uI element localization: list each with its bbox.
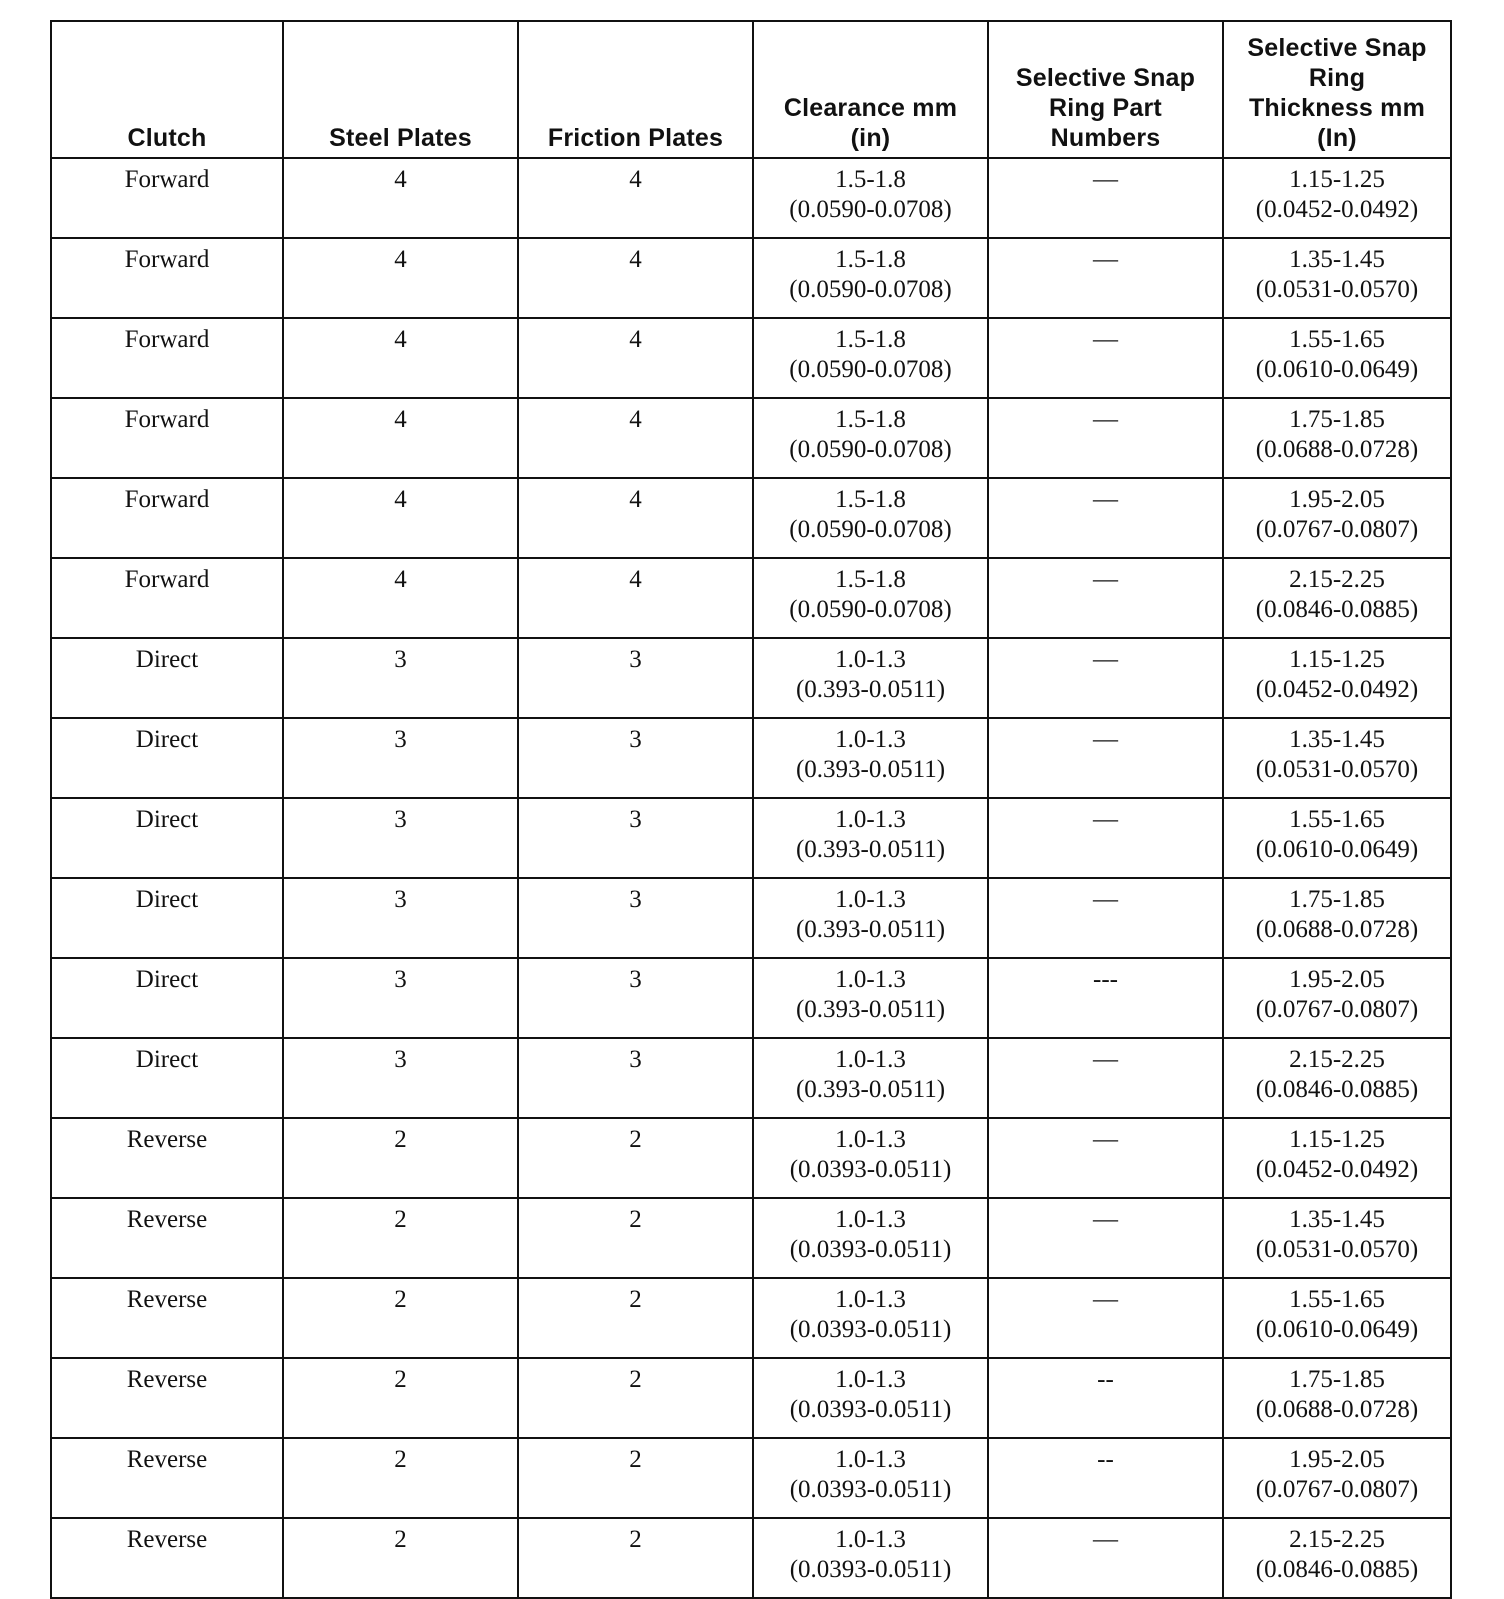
- cell-snap-ring-thickness-text: 1.75-1.85: [1289, 406, 1385, 433]
- table-row: [51, 798, 1451, 878]
- cell-snap-ring-part-number: [988, 558, 1223, 638]
- cell-snap-ring-part-number-text: —: [1093, 726, 1118, 753]
- cell-friction-plates-text: 4: [629, 326, 642, 353]
- cell-friction-plates: [518, 478, 753, 558]
- cell-clutch-text: Reverse: [126, 1126, 208, 1153]
- cell-snap-ring-thickness-text: (0.0531-0.0570): [1255, 276, 1419, 303]
- header-steel-plates: Steel Plates: [283, 21, 518, 158]
- cell-steel-plates: [283, 878, 518, 958]
- table-row: [51, 718, 1451, 798]
- header-snap-ring-thickness: Selective Snap Ring Thickness mm (In): [1223, 21, 1451, 158]
- cell-steel-plates: [283, 1278, 518, 1358]
- cell-friction-plates: [518, 1518, 753, 1598]
- cell-snap-ring-part-number-text: —: [1093, 806, 1118, 833]
- cell-steel-plates: [283, 1118, 518, 1198]
- cell-clutch: [51, 1438, 283, 1518]
- cell-snap-ring-part-number-text: —: [1093, 166, 1118, 193]
- cell-clearance: [753, 1118, 988, 1198]
- cell-clutch: [51, 478, 283, 558]
- cell-steel-plates-text: 3: [394, 966, 407, 993]
- clutch-spec-table: [50, 20, 1452, 1599]
- cell-snap-ring-thickness: [1223, 798, 1451, 878]
- cell-clearance: [753, 158, 988, 238]
- cell-clutch-text: Forward: [124, 486, 210, 513]
- cell-snap-ring-part-number: [988, 1038, 1223, 1118]
- cell-clearance-text: (0.0393-0.0511): [789, 1476, 952, 1503]
- cell-clearance-text: (0.393-0.0511): [795, 916, 946, 943]
- cell-clearance-text: (0.0590-0.0708): [789, 596, 952, 623]
- cell-clutch-text: Direct: [135, 1046, 199, 1073]
- cell-friction-plates: [518, 398, 753, 478]
- cell-snap-ring-part-number-text: —: [1093, 886, 1118, 913]
- table-row: [51, 158, 1451, 238]
- cell-friction-plates: [518, 238, 753, 318]
- cell-clearance: [753, 558, 988, 638]
- cell-clearance-text: (0.0393-0.0511): [789, 1556, 952, 1583]
- cell-snap-ring-thickness: [1223, 1438, 1451, 1518]
- cell-clutch-text: Direct: [135, 966, 199, 993]
- cell-friction-plates-text: 2: [629, 1126, 642, 1153]
- cell-steel-plates-text: 4: [394, 326, 407, 353]
- cell-snap-ring-part-number: [988, 398, 1223, 478]
- table-row: [51, 398, 1451, 478]
- cell-snap-ring-part-number: [988, 1278, 1223, 1358]
- cell-clutch: [51, 638, 283, 718]
- cell-clutch: [51, 1358, 283, 1438]
- cell-clutch: [51, 958, 283, 1038]
- cell-snap-ring-thickness-text: (0.0452-0.0492): [1255, 676, 1419, 703]
- cell-clutch-text: Forward: [124, 326, 210, 353]
- cell-snap-ring-thickness: [1223, 238, 1451, 318]
- table-row: [51, 1278, 1451, 1358]
- cell-steel-plates-text: 2: [394, 1526, 407, 1553]
- cell-friction-plates: [518, 1438, 753, 1518]
- table-row: [51, 1518, 1451, 1598]
- header-row: [51, 21, 1451, 158]
- cell-snap-ring-thickness: [1223, 398, 1451, 478]
- cell-clearance: [753, 1198, 988, 1278]
- cell-steel-plates: [283, 798, 518, 878]
- cell-friction-plates-text: 3: [629, 646, 642, 673]
- cell-clearance-text: 1.0-1.3: [835, 1286, 906, 1313]
- cell-snap-ring-thickness-text: (0.0531-0.0570): [1255, 756, 1419, 783]
- table-body: [51, 158, 1451, 1598]
- cell-snap-ring-thickness: [1223, 1278, 1451, 1358]
- cell-snap-ring-thickness-text: (0.0688-0.0728): [1255, 436, 1419, 463]
- cell-steel-plates-text: 2: [394, 1446, 407, 1473]
- cell-snap-ring-part-number-text: --: [1097, 1366, 1114, 1393]
- cell-steel-plates-text: 2: [394, 1206, 407, 1233]
- cell-clearance: [753, 1438, 988, 1518]
- cell-clearance: [753, 718, 988, 798]
- cell-snap-ring-thickness-text: (0.0452-0.0492): [1255, 1156, 1419, 1183]
- cell-snap-ring-part-number: [988, 1358, 1223, 1438]
- cell-snap-ring-part-number-text: —: [1093, 486, 1118, 513]
- cell-clearance-text: (0.393-0.0511): [795, 836, 946, 863]
- cell-snap-ring-thickness-text: 1.15-1.25: [1289, 1126, 1385, 1153]
- cell-clearance-text: 1.5-1.8: [835, 326, 906, 353]
- cell-friction-plates-text: 4: [629, 246, 642, 273]
- clutch-spec-table-container: [50, 20, 1450, 1599]
- cell-clearance-text: 1.5-1.8: [835, 246, 906, 273]
- cell-clearance-text: 1.0-1.3: [835, 806, 906, 833]
- cell-snap-ring-thickness: [1223, 318, 1451, 398]
- cell-friction-plates-text: 4: [629, 166, 642, 193]
- cell-clearance-text: (0.0393-0.0511): [789, 1316, 952, 1343]
- cell-snap-ring-part-number: [988, 1198, 1223, 1278]
- cell-clutch-text: Direct: [135, 726, 199, 753]
- cell-steel-plates-text: 4: [394, 166, 407, 193]
- cell-clearance-text: 1.0-1.3: [835, 1046, 906, 1073]
- cell-clearance: [753, 478, 988, 558]
- cell-snap-ring-thickness: [1223, 158, 1451, 238]
- cell-friction-plates-text: 3: [629, 886, 642, 913]
- cell-clearance-text: 1.0-1.3: [835, 1446, 906, 1473]
- cell-clearance-text: 1.0-1.3: [835, 1126, 906, 1153]
- cell-clearance-text: 1.0-1.3: [835, 1206, 906, 1233]
- cell-clutch: [51, 1118, 283, 1198]
- cell-clearance-text: (0.393-0.0511): [795, 676, 946, 703]
- cell-snap-ring-part-number: [988, 958, 1223, 1038]
- cell-clearance: [753, 878, 988, 958]
- cell-clutch: [51, 1038, 283, 1118]
- cell-friction-plates-text: 3: [629, 966, 642, 993]
- cell-clearance-text: (0.0590-0.0708): [789, 196, 952, 223]
- cell-snap-ring-thickness: [1223, 478, 1451, 558]
- cell-clutch: [51, 158, 283, 238]
- cell-snap-ring-thickness-text: (0.0610-0.0649): [1255, 836, 1419, 863]
- table-row: [51, 1038, 1451, 1118]
- cell-snap-ring-part-number: [988, 1118, 1223, 1198]
- cell-clutch-text: Forward: [124, 406, 210, 433]
- cell-clutch: [51, 238, 283, 318]
- cell-snap-ring-part-number: [988, 878, 1223, 958]
- table-row: [51, 238, 1451, 318]
- cell-friction-plates: [518, 1278, 753, 1358]
- cell-clutch: [51, 878, 283, 958]
- cell-snap-ring-part-number-text: —: [1093, 1126, 1118, 1153]
- cell-snap-ring-thickness-text: (0.0767-0.0807): [1255, 996, 1419, 1023]
- cell-snap-ring-thickness-text: 1.15-1.25: [1289, 166, 1385, 193]
- cell-clearance-text: 1.5-1.8: [835, 566, 906, 593]
- cell-steel-plates-text: 3: [394, 806, 407, 833]
- cell-snap-ring-thickness-text: 1.55-1.65: [1289, 806, 1385, 833]
- table-row: [51, 558, 1451, 638]
- cell-clutch-text: Forward: [124, 566, 210, 593]
- cell-steel-plates: [283, 718, 518, 798]
- cell-friction-plates-text: 3: [629, 726, 642, 753]
- table-row: [51, 878, 1451, 958]
- cell-snap-ring-part-number-text: --: [1097, 1446, 1114, 1473]
- cell-clutch-text: Reverse: [126, 1206, 208, 1233]
- cell-clutch-text: Reverse: [126, 1446, 208, 1473]
- cell-clearance-text: (0.0590-0.0708): [789, 516, 952, 543]
- cell-snap-ring-thickness: [1223, 878, 1451, 958]
- header-clearance: Clearance mm (in): [753, 21, 988, 158]
- cell-snap-ring-thickness: [1223, 958, 1451, 1038]
- cell-snap-ring-thickness-text: 2.15-2.25: [1289, 1526, 1385, 1553]
- cell-friction-plates-text: 2: [629, 1526, 642, 1553]
- cell-snap-ring-thickness: [1223, 1038, 1451, 1118]
- cell-clearance-text: (0.0393-0.0511): [789, 1236, 952, 1263]
- cell-steel-plates: [283, 238, 518, 318]
- cell-steel-plates: [283, 158, 518, 238]
- cell-steel-plates-text: 4: [394, 246, 407, 273]
- cell-snap-ring-part-number-text: —: [1093, 566, 1118, 593]
- cell-snap-ring-part-number: [988, 1518, 1223, 1598]
- table-row: [51, 1118, 1451, 1198]
- cell-snap-ring-part-number-text: —: [1093, 406, 1118, 433]
- cell-clutch-text: Forward: [124, 246, 210, 273]
- cell-steel-plates-text: 2: [394, 1366, 407, 1393]
- cell-clearance-text: (0.0590-0.0708): [789, 276, 952, 303]
- cell-snap-ring-part-number-text: —: [1093, 646, 1118, 673]
- cell-friction-plates: [518, 318, 753, 398]
- cell-friction-plates-text: 2: [629, 1206, 642, 1233]
- cell-snap-ring-part-number: [988, 318, 1223, 398]
- cell-clutch-text: Reverse: [126, 1286, 208, 1313]
- cell-steel-plates: [283, 1358, 518, 1438]
- cell-snap-ring-thickness: [1223, 1518, 1451, 1598]
- cell-steel-plates-text: 3: [394, 646, 407, 673]
- cell-friction-plates: [518, 558, 753, 638]
- cell-friction-plates-text: 2: [629, 1286, 642, 1313]
- cell-friction-plates-text: 2: [629, 1366, 642, 1393]
- cell-snap-ring-thickness: [1223, 1198, 1451, 1278]
- cell-snap-ring-thickness-text: (0.0610-0.0649): [1255, 356, 1419, 383]
- header-clutch: Clutch: [51, 21, 283, 158]
- cell-clearance: [753, 1278, 988, 1358]
- cell-friction-plates-text: 4: [629, 486, 642, 513]
- cell-snap-ring-thickness-text: 1.75-1.85: [1289, 1366, 1385, 1393]
- cell-snap-ring-part-number: [988, 798, 1223, 878]
- cell-clearance-text: (0.0590-0.0708): [789, 356, 952, 383]
- cell-friction-plates: [518, 1198, 753, 1278]
- cell-friction-plates: [518, 1118, 753, 1198]
- cell-snap-ring-thickness-text: (0.0531-0.0570): [1255, 1236, 1419, 1263]
- cell-clearance: [753, 238, 988, 318]
- cell-clutch-text: Forward: [124, 166, 210, 193]
- cell-steel-plates: [283, 1518, 518, 1598]
- header-friction-plates: Friction Plates: [518, 21, 753, 158]
- cell-snap-ring-thickness-text: 1.35-1.45: [1289, 1206, 1385, 1233]
- cell-friction-plates: [518, 158, 753, 238]
- cell-snap-ring-thickness: [1223, 558, 1451, 638]
- cell-clearance: [753, 1518, 988, 1598]
- cell-snap-ring-part-number: [988, 1438, 1223, 1518]
- cell-snap-ring-part-number-text: —: [1093, 1286, 1118, 1313]
- cell-snap-ring-part-number: [988, 638, 1223, 718]
- cell-friction-plates: [518, 798, 753, 878]
- table-row: [51, 1358, 1451, 1438]
- cell-snap-ring-thickness-text: 1.75-1.85: [1289, 886, 1385, 913]
- cell-friction-plates: [518, 1038, 753, 1118]
- cell-clutch-text: Direct: [135, 646, 199, 673]
- cell-snap-ring-thickness-text: (0.0688-0.0728): [1255, 1396, 1419, 1423]
- cell-clearance-text: (0.393-0.0511): [795, 756, 946, 783]
- cell-clearance-text: 1.0-1.3: [835, 966, 906, 993]
- cell-clutch: [51, 718, 283, 798]
- cell-clutch-text: Reverse: [126, 1366, 208, 1393]
- cell-snap-ring-thickness-text: (0.0846-0.0885): [1255, 1556, 1419, 1583]
- cell-snap-ring-thickness-text: 2.15-2.25: [1289, 1046, 1385, 1073]
- cell-steel-plates: [283, 398, 518, 478]
- table-row: [51, 1438, 1451, 1518]
- cell-snap-ring-thickness-text: 1.95-2.05: [1289, 966, 1385, 993]
- cell-steel-plates-text: 3: [394, 1046, 407, 1073]
- cell-clearance-text: 1.0-1.3: [835, 1526, 906, 1553]
- cell-snap-ring-part-number-text: —: [1093, 326, 1118, 353]
- cell-snap-ring-part-number: [988, 478, 1223, 558]
- header-snap-ring-part-numbers: Selective Snap Ring Part Numbers: [988, 21, 1223, 158]
- cell-clutch-text: Direct: [135, 806, 199, 833]
- cell-clutch-text: Direct: [135, 886, 199, 913]
- cell-snap-ring-thickness-text: (0.0846-0.0885): [1255, 596, 1419, 623]
- cell-snap-ring-thickness-text: 1.55-1.65: [1289, 1286, 1385, 1313]
- cell-clearance: [753, 798, 988, 878]
- cell-snap-ring-thickness: [1223, 718, 1451, 798]
- cell-snap-ring-thickness-text: (0.0767-0.0807): [1255, 1476, 1419, 1503]
- cell-snap-ring-part-number-text: —: [1093, 1526, 1118, 1553]
- cell-snap-ring-thickness-text: 1.15-1.25: [1289, 646, 1385, 673]
- cell-friction-plates-text: 2: [629, 1446, 642, 1473]
- cell-clearance-text: 1.0-1.3: [835, 726, 906, 753]
- cell-steel-plates: [283, 1438, 518, 1518]
- cell-clearance-text: 1.5-1.8: [835, 166, 906, 193]
- cell-clearance: [753, 1358, 988, 1438]
- cell-snap-ring-thickness-text: (0.0452-0.0492): [1255, 196, 1419, 223]
- cell-clutch-text: Reverse: [126, 1526, 208, 1553]
- cell-snap-ring-thickness-text: (0.0846-0.0885): [1255, 1076, 1419, 1103]
- cell-clearance: [753, 958, 988, 1038]
- cell-steel-plates: [283, 558, 518, 638]
- cell-snap-ring-thickness-text: (0.0688-0.0728): [1255, 916, 1419, 943]
- cell-steel-plates-text: 4: [394, 486, 407, 513]
- cell-snap-ring-thickness-text: 1.35-1.45: [1289, 246, 1385, 273]
- cell-friction-plates-text: 4: [629, 406, 642, 433]
- cell-clearance: [753, 398, 988, 478]
- cell-clearance-text: 1.5-1.8: [835, 406, 906, 433]
- cell-snap-ring-thickness-text: 1.55-1.65: [1289, 326, 1385, 353]
- cell-clearance-text: (0.0393-0.0511): [789, 1396, 952, 1423]
- cell-snap-ring-part-number: [988, 158, 1223, 238]
- cell-friction-plates-text: 4: [629, 566, 642, 593]
- cell-snap-ring-part-number-text: —: [1093, 1046, 1118, 1073]
- cell-snap-ring-thickness-text: 2.15-2.25: [1289, 566, 1385, 593]
- cell-clearance-text: (0.0590-0.0708): [789, 436, 952, 463]
- cell-snap-ring-part-number-text: —: [1093, 1206, 1118, 1233]
- cell-snap-ring-part-number: [988, 238, 1223, 318]
- cell-clutch: [51, 1198, 283, 1278]
- cell-steel-plates-text: 4: [394, 406, 407, 433]
- cell-friction-plates: [518, 958, 753, 1038]
- cell-clutch: [51, 318, 283, 398]
- cell-steel-plates: [283, 1038, 518, 1118]
- cell-clutch: [51, 798, 283, 878]
- cell-steel-plates-text: 2: [394, 1286, 407, 1313]
- cell-steel-plates: [283, 478, 518, 558]
- cell-clearance-text: 1.0-1.3: [835, 646, 906, 673]
- cell-friction-plates: [518, 718, 753, 798]
- cell-steel-plates: [283, 1198, 518, 1278]
- cell-snap-ring-part-number: [988, 718, 1223, 798]
- table-row: [51, 318, 1451, 398]
- cell-clearance: [753, 1038, 988, 1118]
- cell-friction-plates: [518, 878, 753, 958]
- table-row: [51, 958, 1451, 1038]
- cell-snap-ring-thickness-text: 1.95-2.05: [1289, 486, 1385, 513]
- cell-clearance-text: (0.0393-0.0511): [789, 1156, 952, 1183]
- cell-steel-plates-text: 3: [394, 886, 407, 913]
- cell-snap-ring-part-number-text: ---: [1093, 966, 1118, 993]
- cell-steel-plates-text: 3: [394, 726, 407, 753]
- cell-steel-plates: [283, 638, 518, 718]
- cell-clearance: [753, 638, 988, 718]
- cell-clutch: [51, 1278, 283, 1358]
- table-row: [51, 638, 1451, 718]
- cell-friction-plates-text: 3: [629, 806, 642, 833]
- cell-snap-ring-part-number-text: —: [1093, 246, 1118, 273]
- cell-snap-ring-thickness: [1223, 1358, 1451, 1438]
- cell-steel-plates-text: 4: [394, 566, 407, 593]
- cell-steel-plates: [283, 318, 518, 398]
- cell-snap-ring-thickness-text: (0.0767-0.0807): [1255, 516, 1419, 543]
- cell-snap-ring-thickness-text: 1.35-1.45: [1289, 726, 1385, 753]
- cell-clearance-text: (0.393-0.0511): [795, 996, 946, 1023]
- table-row: [51, 478, 1451, 558]
- cell-clearance-text: (0.393-0.0511): [795, 1076, 946, 1103]
- cell-clearance-text: 1.5-1.8: [835, 486, 906, 513]
- cell-clutch: [51, 398, 283, 478]
- table-row: [51, 1198, 1451, 1278]
- cell-friction-plates: [518, 638, 753, 718]
- cell-friction-plates-text: 3: [629, 1046, 642, 1073]
- cell-clearance: [753, 318, 988, 398]
- cell-clutch: [51, 1518, 283, 1598]
- cell-steel-plates: [283, 958, 518, 1038]
- cell-clearance-text: 1.0-1.3: [835, 1366, 906, 1393]
- cell-friction-plates: [518, 1358, 753, 1438]
- cell-snap-ring-thickness-text: (0.0610-0.0649): [1255, 1316, 1419, 1343]
- cell-snap-ring-thickness: [1223, 638, 1451, 718]
- cell-clutch: [51, 558, 283, 638]
- cell-clearance-text: 1.0-1.3: [835, 886, 906, 913]
- cell-steel-plates-text: 2: [394, 1126, 407, 1153]
- cell-snap-ring-thickness-text: 1.95-2.05: [1289, 1446, 1385, 1473]
- cell-snap-ring-thickness: [1223, 1118, 1451, 1198]
